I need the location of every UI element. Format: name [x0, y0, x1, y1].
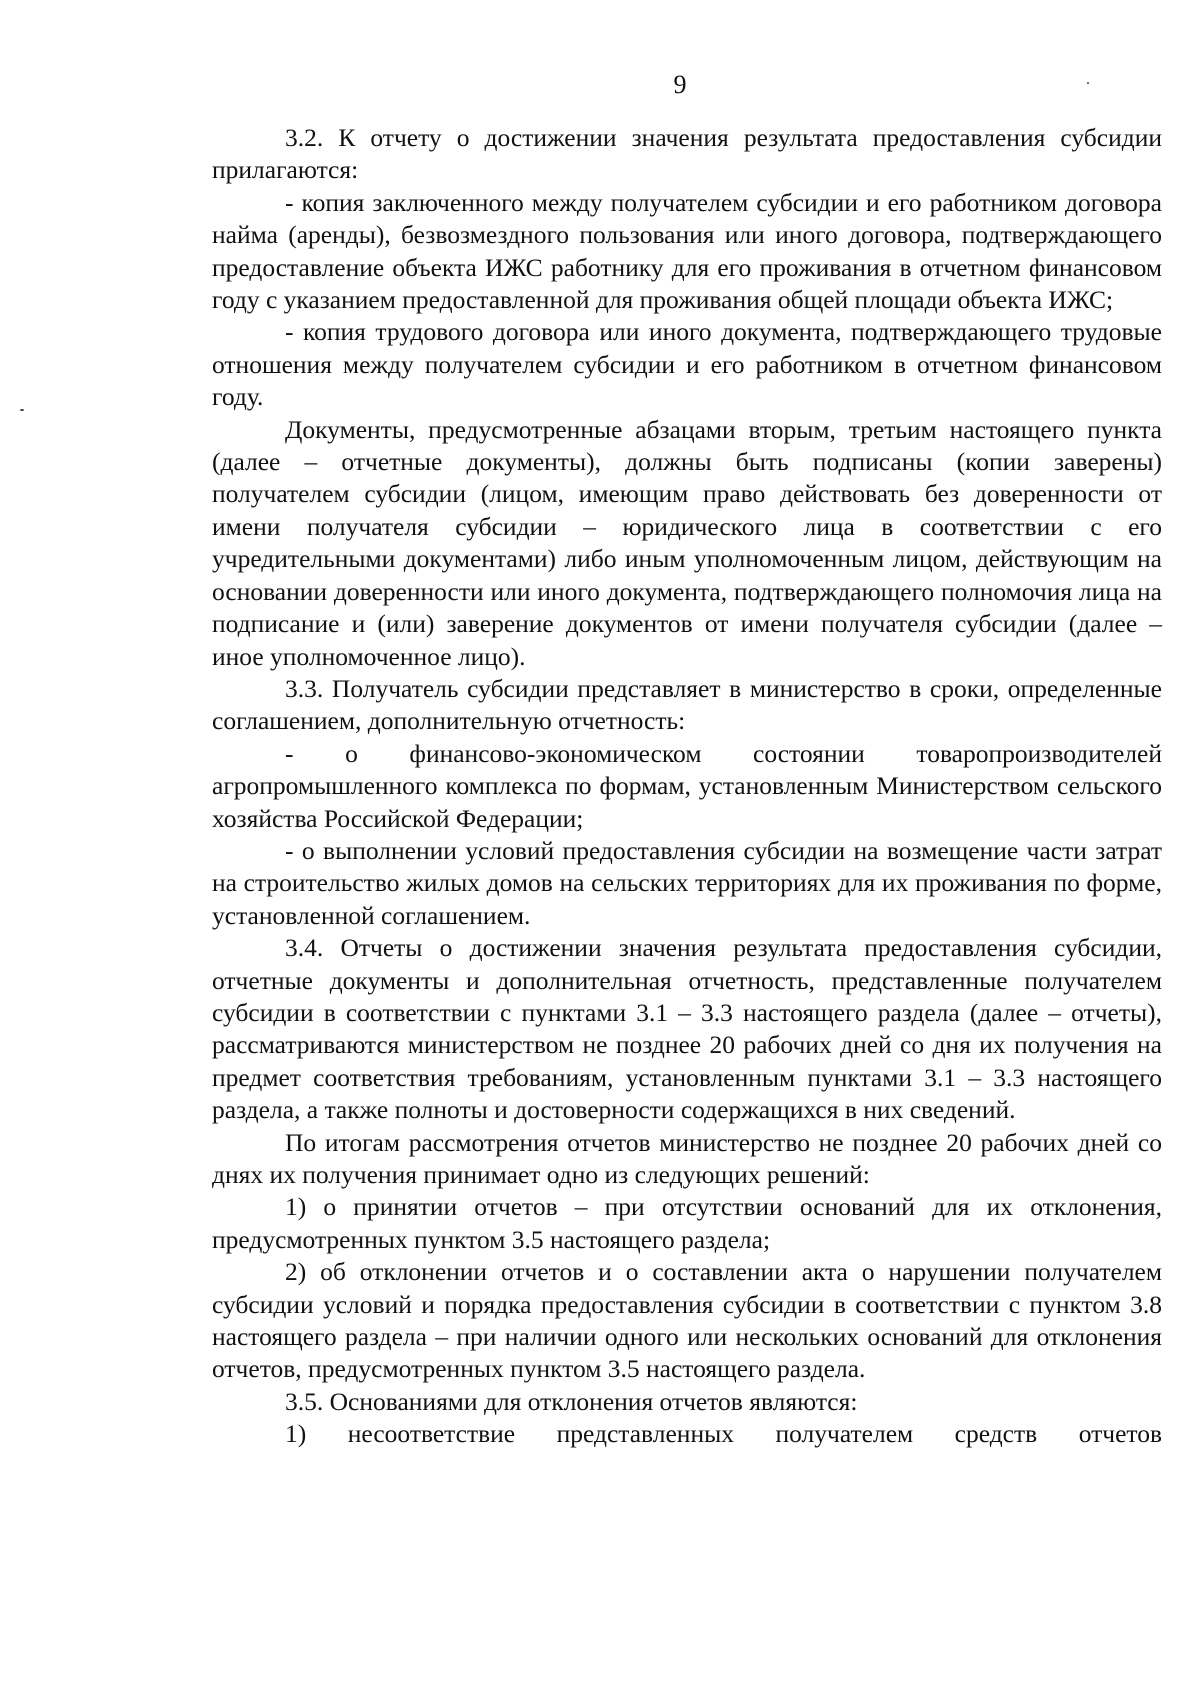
paragraph-decision-accept: 1) о принятии отчетов – при отсутствии оснований для их отклонения, предусмотренных пунктом 3.5 настоящего раздела; [212, 1192, 1162, 1254]
document-body [212, 122, 1162, 1451]
paragraph-3-3: 3.3. Получатель субсидии представляет в министерство в сроки, определенные соглашением, дополнительную отчетность: [212, 673, 1162, 736]
scan-speck [20, 409, 24, 411]
paragraph-3-2: 3.2. К отчету о достижении значения результата предоставления субсидии прилагаются: [212, 123, 1162, 185]
paragraph-3-4: 3.4. Отчеты о достижении значения результата предоставления субсидии, отчетные документы и дополнительная отчетность, представленные получателем субсидии в соответствии с пунктами 3.1 – 3.3 настоящего раздела (далее – отчеты), рассматриваются министерством не позднее 20 рабочих дней со дня их получения на предмет соответствия требованиям, установленным пунктами 3.1 – 3.3 настоящего раздела, а также полноты и достоверности содержащихся в них сведений. [212, 933, 1162, 1125]
paragraph-3-5: 3.5. Основаниями для отклонения отчетов являются: [285, 1386, 858, 1416]
page-number: 9 [673, 70, 687, 99]
paragraph-lease-copy: - копия заключенного между получателем субсидии и его работником договора найма (аренды), безвозмездного пользования или иного договора, подтверждающего предоставление объекта ИЖС работнику для его проживания в отчетном финансовом году с указанием предоставленной для проживания общей площади объекта ИЖС; [212, 187, 1162, 315]
paragraph-decision-reject: 2) об отклонении отчетов и о составлении акта о нарушении получателем субсидии условий и порядка предоставления субсидии в соответствии с пунктом 3.8 настоящего раздела – при наличии одного или нескольких оснований для отклонения отчетов, предусмотренных пунктом 3.5 настоящего раздела. [212, 1257, 1162, 1384]
paragraph-labor-contract-copy: - копия трудового договора или иного документа, подтверждающего трудовые отношения между получателем субсидии и его работником в отчетном финансовом году. [212, 317, 1162, 412]
paragraph-reason-1: 1) несоответствие представленных получателем средств отчетов [285, 1419, 1162, 1449]
scan-speck [1087, 82, 1089, 84]
paragraph-documents: Документы, предусмотренные абзацами вторым, третьим настоящего пункта (далее – отчетные документы), должны быть подписаны (копии заверены) получателем субсидии (лицом, имеющим право действовать без доверенности от имени получателя субсидии – юридического лица в соответствии с его учредительными документами) либо иным уполномоченным лицом, действующим на основании доверенности или иного документа, подтверждающего полномочия лица на подписание и (или) заверение документов от имени получателя субсидии (далее – иное уполномоченное лицо). [212, 414, 1162, 671]
paragraph-review-results: По итогам рассмотрения отчетов министерство не позднее 20 рабочих дней со днях их получения принимает одно из следующих решений: [212, 1127, 1162, 1189]
paragraph-financial-state: - о финансово-экономическом состоянии товаропроизводителей агропромышленного комплекса по формам, установленным Министерством сельского хозяйства Российской Федерации; [212, 738, 1162, 833]
paragraph-conditions: - о выполнении условий предоставления субсидии на возмещение части затрат на строительство жилых домов на сельских территориях для их проживания по форме, установленной соглашением. [212, 835, 1162, 930]
